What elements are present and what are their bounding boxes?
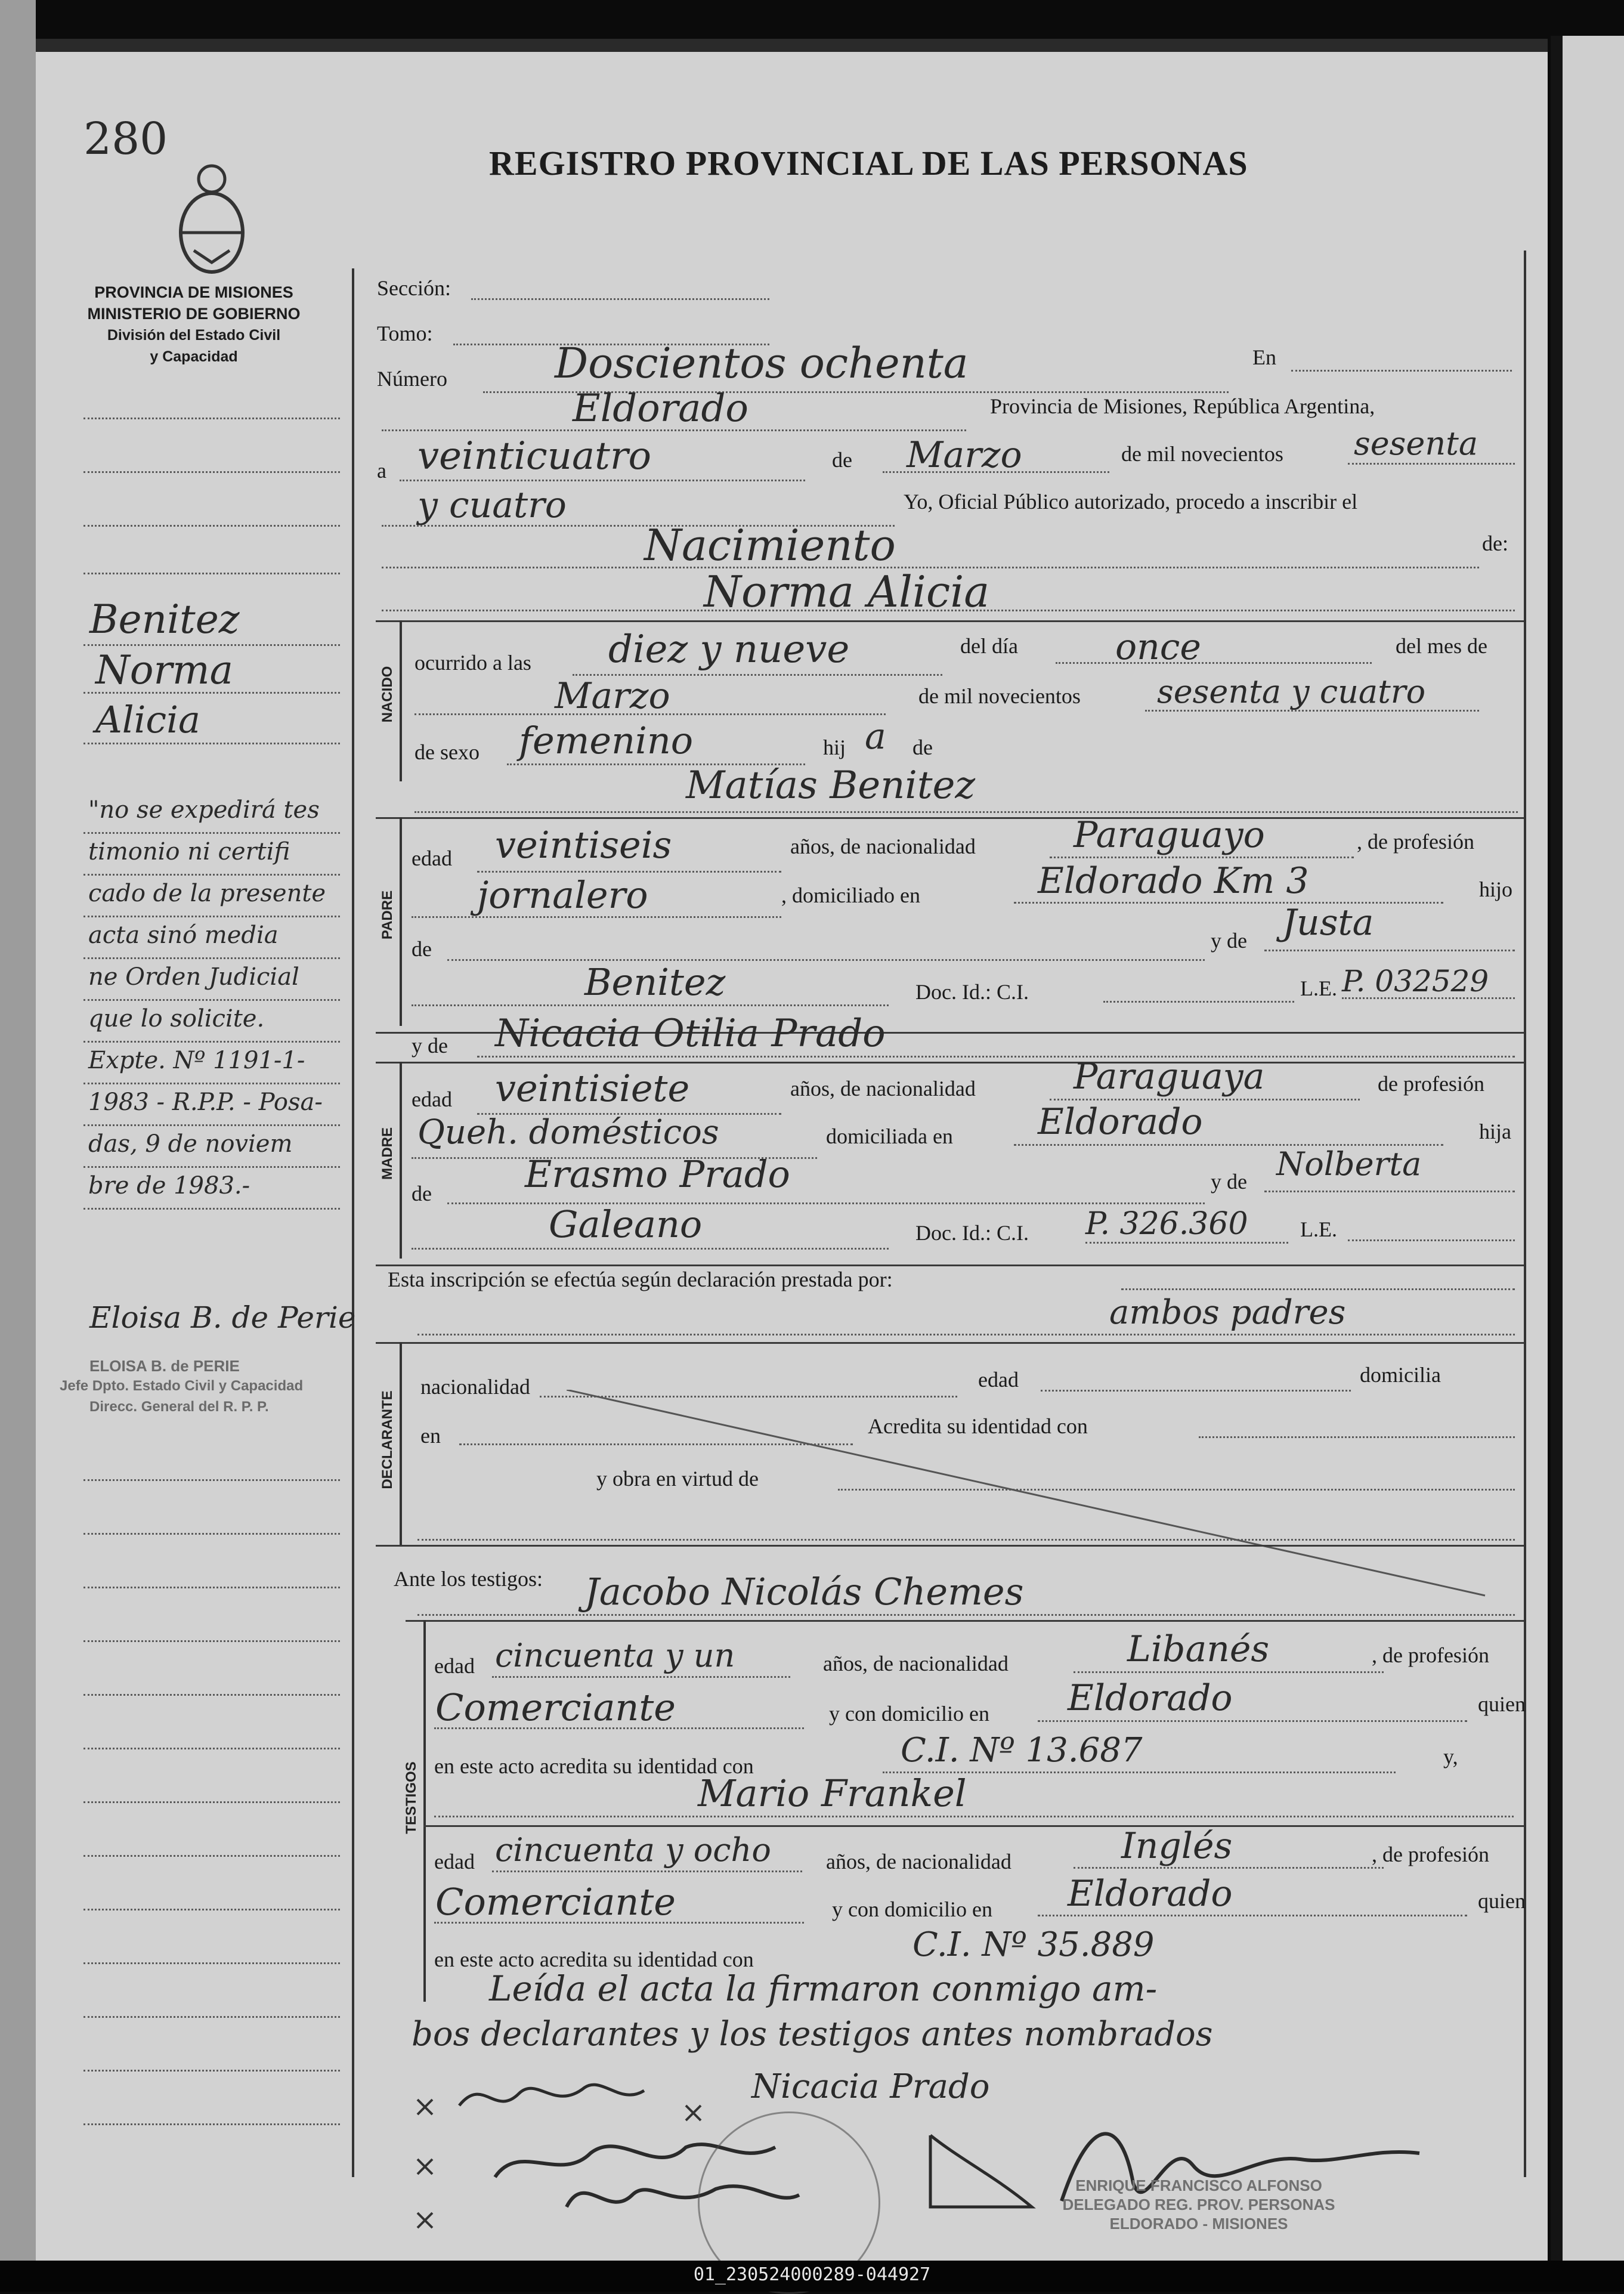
hw-testigo2-edad: cincuenta y ocho — [495, 1831, 771, 1869]
label-ante-testigos: Ante los testigos: — [394, 1567, 543, 1591]
label-y-de-madre2: y de — [1211, 1170, 1247, 1194]
label-con-dom-t2: y con domicilio en — [832, 1897, 992, 1921]
footer-filename: 01_230524000289-044927 — [693, 2264, 931, 2285]
hw-padre-madre: Justa — [1282, 902, 1374, 944]
section-divider — [376, 1265, 1524, 1266]
margin-stamp-name: ELOISA B. de PERIE — [89, 1357, 240, 1375]
label-seccion: Sección: — [377, 276, 451, 300]
hw-cierre-2: bos declarantes y los testigos antes nombrados — [412, 2015, 1213, 2054]
section-side-line — [423, 1620, 426, 2002]
field-line — [414, 811, 1518, 813]
label-nacionalidad: nacionalidad — [420, 1375, 530, 1399]
margin-line — [83, 1083, 340, 1084]
label-y-de-padre: y de — [1211, 929, 1247, 953]
margin-line — [83, 573, 340, 574]
section-divider — [376, 1545, 1524, 1547]
header-division: División del Estado Civil — [107, 327, 281, 344]
label-domicilia: domicilia — [1360, 1363, 1441, 1387]
label-de-mil-nov: de mil novecientos — [918, 684, 1081, 708]
field-line — [412, 916, 781, 918]
label-acredita-t2: en este acto acredita su identidad con — [434, 1947, 754, 1971]
field-line — [417, 1334, 1515, 1335]
margin-line — [83, 1166, 340, 1168]
hw-madre-nac: Paraguaya — [1074, 1056, 1265, 1097]
field-line — [1103, 1001, 1294, 1003]
field-line — [477, 1056, 1515, 1058]
label-de-padre: de — [412, 937, 432, 961]
label-de-sexo: de sexo — [414, 740, 480, 764]
hw-mes: Marzo — [907, 434, 1022, 476]
label-edad-declarante: edad — [978, 1368, 1019, 1392]
label-domiciliada: domiciliada en — [826, 1124, 953, 1148]
side-label-declarante: DECLARANTE — [379, 1390, 395, 1489]
hw-dia-nac: once — [1115, 626, 1201, 668]
field-line — [414, 713, 886, 715]
margin-note-line: cado de la presente — [88, 880, 326, 907]
label-profesion-t1: , de profesión — [1372, 1643, 1489, 1667]
hw-testigo2-nac: Inglés — [1121, 1825, 1233, 1867]
page-title: REGISTRO PROVINCIAL DE LAS PERSONAS — [489, 144, 1248, 183]
field-line — [477, 871, 781, 873]
left-frame-line — [352, 268, 354, 2177]
hw-declarante: ambos padres — [1109, 1293, 1346, 1332]
label-anos-nac-t2: años, de nacionalidad — [826, 1850, 1011, 1873]
margin-line — [83, 999, 340, 1001]
hw-padre-dom: Eldorado Km 3 — [1038, 860, 1309, 902]
hw-mes-nac: Marzo — [555, 675, 670, 717]
label-mil-nov: de mil novecientos — [1121, 442, 1283, 466]
hw-madre-padre: Erasmo Prado — [525, 1152, 790, 1196]
label-acredita: Acredita su identidad con — [868, 1414, 1088, 1438]
margin-line — [83, 471, 340, 473]
field-line — [400, 480, 805, 481]
field-line — [1056, 662, 1372, 664]
label-y-de-madre: y de — [412, 1034, 448, 1058]
section-divider — [423, 1825, 1524, 1827]
field-line — [382, 429, 966, 431]
label-tomo: Tomo: — [377, 321, 433, 345]
field-line — [412, 1248, 889, 1250]
section-divider — [376, 620, 1524, 622]
label-yo-oficial: Yo, Oficial Público autorizado, procedo a inscribir el — [904, 490, 1358, 514]
official-stamp-place: ELDORADO - MISIONES — [1109, 2215, 1288, 2233]
hw-testigo1-nac: Libanés — [1127, 1628, 1270, 1670]
margin-line — [83, 2070, 340, 2072]
label-hija: hija — [1479, 1120, 1511, 1143]
hw-anio-a: sesenta — [1354, 425, 1478, 462]
hw-nombre: Norma Alicia — [704, 567, 990, 617]
section-side-line — [400, 620, 402, 781]
field-line — [1264, 1191, 1515, 1192]
field-line — [434, 1922, 804, 1924]
margin-line — [83, 1208, 340, 1210]
hw-anio-nac: sesenta y cuatro — [1157, 673, 1426, 710]
margin-line — [83, 1533, 340, 1535]
margin-note-line: acta sinó media — [88, 922, 279, 949]
label-de-colon: de: — [1482, 531, 1508, 555]
margin-note-line: timonio ni certifi — [88, 838, 290, 865]
book-gutter — [1551, 36, 1564, 2261]
hw-madre-dom: Eldorado — [1038, 1101, 1203, 1143]
label-numero: Número — [377, 367, 447, 391]
section-divider — [406, 1620, 1524, 1622]
left-page-edge — [0, 0, 36, 2292]
margin-line — [83, 1748, 340, 1749]
field-line — [1348, 463, 1515, 465]
label-anos-nac-padre: años, de nacionalidad — [790, 834, 976, 858]
hw-numero: Doscientos ochenta — [555, 339, 969, 388]
hw-dia: veinticuatro — [417, 434, 651, 478]
label-le-padre: L.E. — [1300, 976, 1337, 1000]
header-ministry: MINISTERIO DE GOBIERNO — [87, 305, 301, 323]
hw-padre-edad: veintiseis — [495, 823, 672, 867]
field-line — [1014, 902, 1443, 904]
header-capacity: y Capacidad — [150, 348, 238, 365]
section-divider — [376, 1062, 1524, 1063]
label-doc-id-padre: Doc. Id.: C.I. — [915, 980, 1029, 1004]
field-line — [492, 1871, 802, 1872]
margin-note-line: que lo solicite. — [88, 1005, 265, 1032]
hw-madre-ci: P. 326.360 — [1085, 1206, 1248, 1242]
section-side-line — [400, 1062, 402, 1259]
hw-anio-b: y cuatro — [417, 484, 567, 526]
margin-line — [83, 1640, 340, 1642]
label-del-mes: del mes de — [1396, 634, 1487, 658]
hw-padre-nac: Paraguayo — [1074, 814, 1265, 856]
section-divider — [376, 817, 1524, 819]
field-line — [1074, 1867, 1384, 1869]
header-province: PROVINCIA DE MISIONES — [94, 283, 293, 301]
margin-note-line: bre de 1983.- — [88, 1172, 250, 1199]
margin-line — [83, 1909, 340, 1910]
hw-testigo2-dom: Eldorado — [1068, 1873, 1233, 1915]
margin-line — [83, 832, 340, 834]
hw-testigo2-nombre: Mario Frankel — [698, 1771, 967, 1815]
hw-hora: diez y nueve — [608, 627, 850, 672]
hw-testigo1-dom: Eldorado — [1068, 1677, 1233, 1719]
margin-line — [83, 692, 340, 694]
label-domiciliado: , domiciliado en — [781, 883, 920, 907]
field-line — [1038, 1915, 1467, 1916]
label-doc-id-madre: Doc. Id.: C.I. — [915, 1221, 1029, 1245]
hw-testigo2-prof: Comerciante — [435, 1880, 676, 1924]
margin-line — [83, 743, 340, 744]
margin-surname: Benitez — [89, 596, 240, 642]
margin-line — [83, 874, 340, 876]
field-line — [492, 1676, 790, 1678]
hw-hij-suffix: a — [865, 716, 886, 758]
next-page-edge — [1563, 36, 1624, 2261]
margin-line — [83, 1962, 340, 1964]
hw-padre-nombre: Matías Benitez — [686, 763, 976, 808]
margin-line — [83, 1801, 340, 1803]
label-a: a — [377, 459, 386, 483]
section-side-line — [400, 1342, 402, 1545]
label-hijo: hijo — [1479, 877, 1513, 901]
label-edad-madre: edad — [412, 1087, 452, 1111]
margin-note-line: 1983 - R.P.P. - Posa- — [88, 1089, 323, 1116]
field-line — [1342, 997, 1515, 999]
label-quien-t1: quien — [1478, 1692, 1526, 1716]
field-line — [412, 1004, 889, 1006]
hw-madre-madre: Nolberta — [1276, 1145, 1422, 1183]
label-profesion-madre: de profesión — [1378, 1072, 1484, 1096]
field-line — [447, 959, 1205, 961]
hw-padre-madre-ap: Benitez — [584, 960, 726, 1004]
label-y-coma: y, — [1443, 1745, 1458, 1769]
hw-lugar: Eldorado — [573, 387, 748, 431]
field-line — [1050, 1099, 1360, 1100]
label-obra: y obra en virtud de — [596, 1467, 759, 1491]
hw-padre-le: P. 032529 — [1342, 964, 1489, 998]
margin-line — [83, 1479, 340, 1481]
hw-testigo1-ci: C.I. Nº 13.687 — [901, 1731, 1143, 1770]
label-ocurrido: ocurrido a las — [414, 651, 531, 675]
margin-middle-name: Alicia — [95, 698, 200, 741]
hw-madre-edad: veintisiete — [495, 1066, 690, 1110]
margin-note-line: Expte. Nº 1191-1- — [88, 1047, 305, 1074]
side-label-testigos: TESTIGOS — [403, 1761, 419, 1834]
side-label-padre: PADRE — [379, 890, 395, 940]
label-provincia: Provincia de Misiones, República Argentina, — [990, 394, 1375, 418]
official-stamp-name: ENRIQUE FRANCISCO ALFONSO — [1075, 2176, 1322, 2194]
side-label-nacido: NACIDO — [379, 666, 395, 723]
label-le-madre: L.E. — [1300, 1217, 1337, 1241]
label-quien-t2: quien — [1478, 1889, 1526, 1913]
margin-name: Norma — [95, 647, 233, 693]
hw-sexo: femenino — [519, 719, 694, 762]
side-label-madre: MADRE — [379, 1127, 395, 1180]
label-profesion-padre: , de profesión — [1357, 830, 1474, 854]
hw-testigo1-prof: Comerciante — [435, 1686, 676, 1729]
section-side-line — [400, 817, 402, 1026]
label-edad-t2: edad — [434, 1850, 475, 1873]
hw-testigo1-nombre: Jacobo Nicolás Chemes — [584, 1570, 1024, 1613]
hw-cierre-1: Leída el acta la firmaron conmigo am- — [489, 1968, 1158, 2009]
field-line — [434, 1727, 804, 1729]
hw-padre-prof: jornalero — [477, 873, 648, 917]
hw-testigo2-ci: C.I. Nº 35.889 — [912, 1925, 1155, 1964]
label-de-mes: de — [832, 448, 852, 472]
field-line — [417, 1614, 1515, 1616]
hw-tipo-acta: Nacimiento — [644, 520, 896, 570]
margin-line — [83, 2123, 340, 2125]
margin-line — [83, 1041, 340, 1043]
label-anos-nac-t1: años, de nacionalidad — [823, 1652, 1009, 1675]
label-en-declarante: en — [420, 1424, 441, 1448]
margin-line — [83, 418, 340, 419]
field-line — [1291, 370, 1512, 372]
margin-stamp-title: Jefe Dpto. Estado Civil y Capacidad — [60, 1378, 304, 1394]
label-anos-nac-madre: años, de nacionalidad — [790, 1077, 976, 1100]
margin-line — [83, 525, 340, 527]
hw-madre-nombre: Nicacia Otilia Prado — [495, 1012, 886, 1056]
field-line — [883, 471, 1109, 473]
margin-line — [83, 1124, 340, 1126]
coat-of-arms-icon — [170, 161, 253, 280]
label-de-hij: de — [912, 735, 933, 759]
field-line — [1264, 950, 1515, 951]
field-line — [1074, 1671, 1384, 1673]
hw-firma-madre: Nicacia Prado — [751, 2067, 990, 2106]
margin-line — [83, 644, 340, 646]
label-de-madre: de — [412, 1182, 432, 1205]
label-esta-inscripcion: Esta inscripción se efectúa según declaración prestada por: — [388, 1267, 893, 1291]
label-profesion-t2: , de profesión — [1372, 1842, 1489, 1866]
field-line — [1038, 1720, 1467, 1722]
label-edad-t1: edad — [434, 1654, 475, 1678]
hw-madre-madre-ap: Galeano — [549, 1202, 703, 1246]
label-con-dom-t1: y con domicilio en — [829, 1702, 989, 1726]
label-edad-padre: edad — [412, 846, 452, 870]
section-divider — [376, 1342, 1524, 1344]
label-hij: hij — [823, 735, 846, 759]
margin-line — [83, 957, 340, 959]
margin-stamp-office: Direcc. General del R. P. P. — [89, 1399, 269, 1415]
field-line — [1085, 1242, 1288, 1244]
margin-note-line: ne Orden Judicial — [88, 963, 299, 991]
margin-line — [83, 2016, 340, 2018]
margin-line — [83, 1694, 340, 1696]
label-acredita-t1: en este acto acredita su identidad con — [434, 1754, 754, 1778]
field-line — [1145, 710, 1479, 712]
margin-line — [83, 916, 340, 917]
field-line — [1050, 857, 1354, 858]
field-line — [1348, 1239, 1515, 1241]
field-line — [1121, 1288, 1515, 1290]
margin-line — [83, 1587, 340, 1588]
hw-madre-prof: Queh. domésticos — [417, 1113, 719, 1152]
official-stamp-title: DELEGADO REG. PROV. PERSONAS — [1062, 2196, 1335, 2213]
label-en: En — [1252, 345, 1276, 369]
margin-note-line: das, 9 de noviem — [88, 1130, 293, 1158]
page-number: 280 — [83, 113, 168, 165]
field-line — [434, 1816, 1514, 1817]
margin-note-line: "no se expedirá tes — [88, 796, 320, 824]
label-del-dia: del día — [960, 634, 1018, 658]
field-line — [471, 298, 769, 300]
field-line — [382, 610, 1515, 611]
margin-signature: Eloisa B. de Perie — [89, 1300, 356, 1335]
hw-testigo1-edad: cincuenta y un — [495, 1637, 735, 1674]
margin-line — [83, 1855, 340, 1857]
